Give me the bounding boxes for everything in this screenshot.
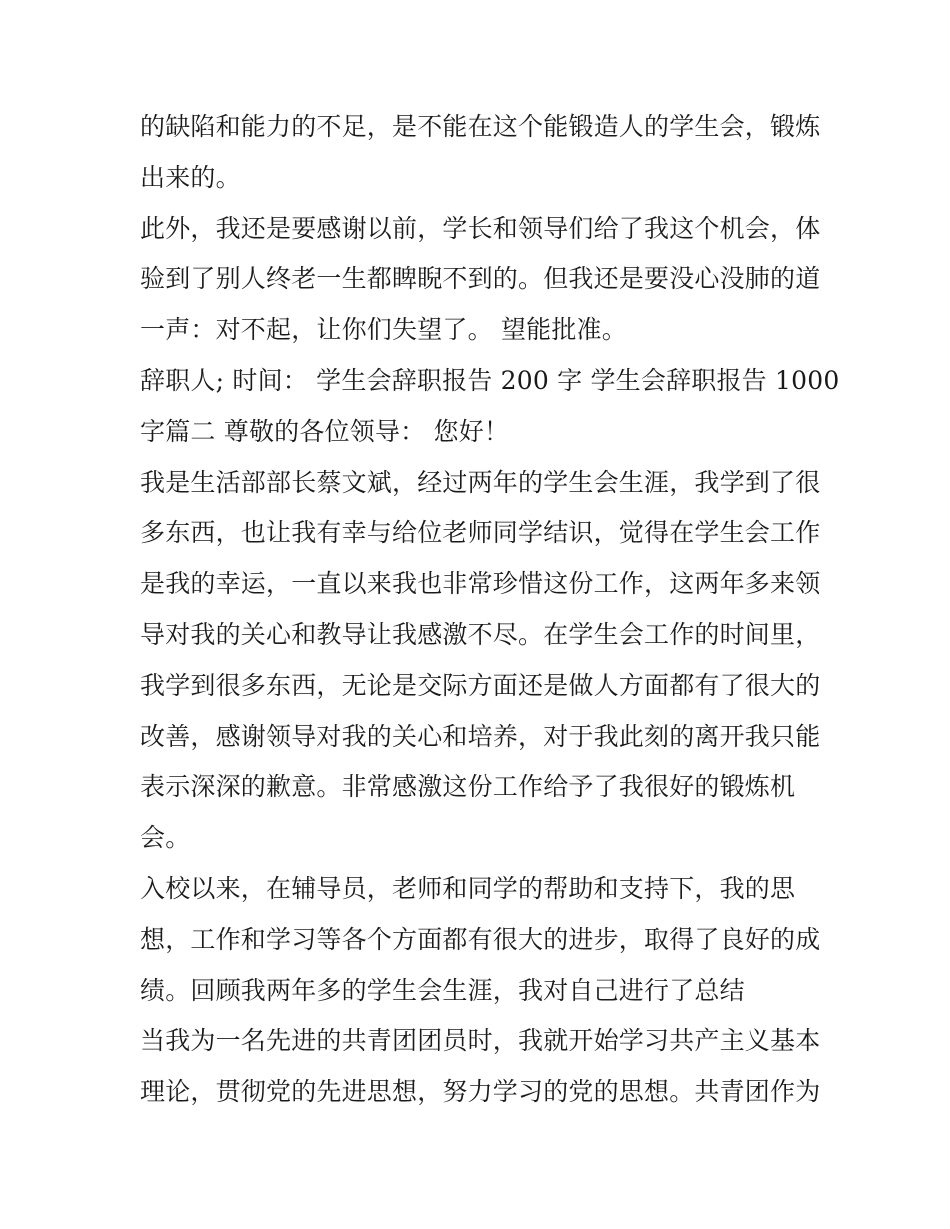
text-line: 表示深深的歉意。非常感激这份工作给予了我很好的锻炼机: [140, 772, 796, 802]
text-line: 导对我的关心和教导让我感激不尽。在学生会工作的时间里，: [140, 619, 821, 649]
text-line: 出来的。: [140, 162, 241, 192]
text-line: 入校以来，在辅导员，老师和同学的帮助和支持下，我的思: [140, 873, 796, 903]
text-line: 是我的幸运，一直以来我也非常珍惜这份工作，这两年多来领: [140, 569, 821, 599]
text-line: 字篇二 尊敬的各位领导： 您好！: [140, 416, 510, 446]
text-line: 的缺陷和能力的不足，是不能在这个能锻造人的学生会，锻炼: [140, 112, 821, 141]
text-line: 绩。回顾我两年多的学生会生涯，我对自己进行了总结: [140, 975, 745, 1005]
text-line: 多东西，也让我有幸与给位老师同学结识，觉得在学生会工作: [140, 518, 821, 548]
text-line: 想，工作和学习等各个方面都有很大的进步，取得了良好的成: [140, 924, 821, 954]
text-line: 此外，我还是要感谢以前，学长和领导们给了我这个机会，体: [140, 213, 821, 243]
text-line: 改善，感谢领导对我的关心和培养，对于我此刻的离开我只能: [140, 721, 821, 751]
text-line: 当我为一名先进的共青团团员时，我就开始学习共产主义基本: [140, 1026, 821, 1056]
text-line: 理论，贯彻党的先进思想，努力学习的党的思想。共青团作为: [140, 1077, 821, 1107]
text-line: 辞职人; 时间： 学生会辞职报告 200 字 学生会辞职报告 1000: [140, 365, 840, 395]
text-line: 会。: [140, 823, 191, 853]
text-line: 我学到很多东西，无论是交际方面还是做人方面都有了很大的: [140, 670, 821, 700]
text-line: 一声：对不起，让你们失望了。 望能批准。: [140, 315, 627, 345]
text-line: 验到了别人终老一生都睥睨不到的。但我还是要没心没肺的道: [140, 264, 821, 294]
text-line: 我是生活部部长蔡文斌，经过两年的学生会生涯，我学到了很: [140, 467, 821, 497]
document-body: [140, 102, 840, 1118]
